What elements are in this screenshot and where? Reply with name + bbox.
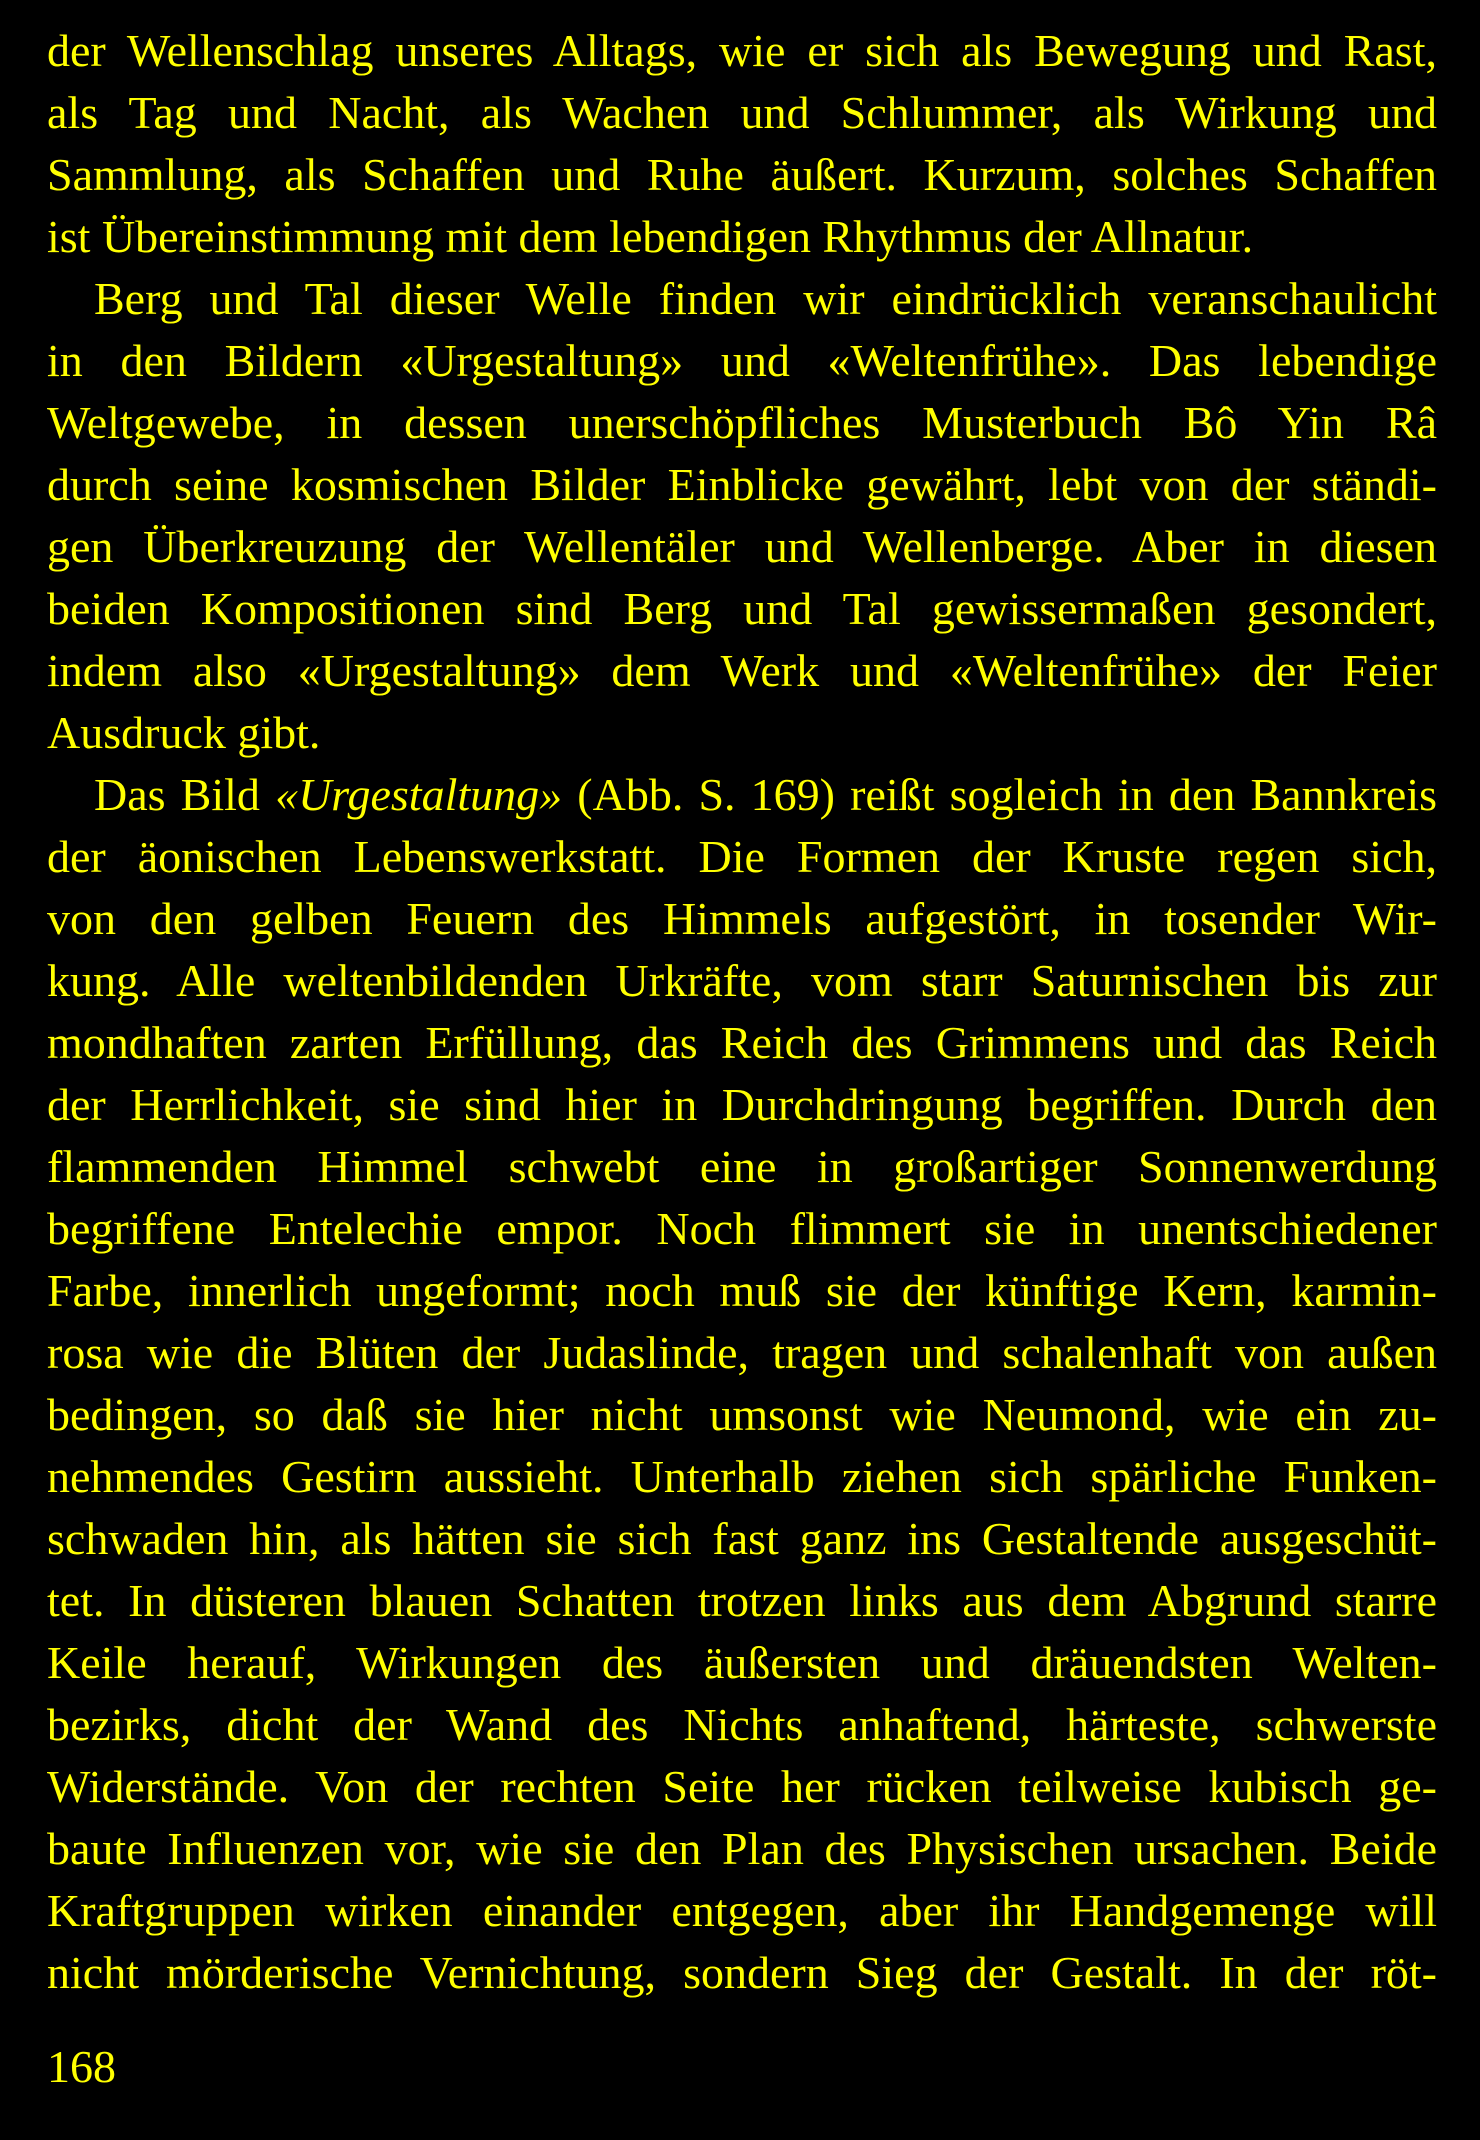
text-line: Kraftgruppen wirken einander entgegen, aber ihr Handgemenge will bbox=[47, 1885, 1437, 1936]
text-line: rosa wie die Blüten der Judaslinde, tragen und schalenhaft von außen bbox=[47, 1327, 1437, 1378]
text-line: in den Bildern «Urgestaltung» und «Weltenfrühe». Das lebendige bbox=[47, 335, 1437, 386]
text-line: als Tag und Nacht, als Wachen und Schlummer, als Wirkung und bbox=[47, 87, 1437, 138]
text-line: bezirks, dicht der Wand des Nichts anhaftend, härteste, schwerste bbox=[47, 1699, 1437, 1750]
text-line: mondhaften zarten Erfüllung, das Reich des Grimmens und das Reich bbox=[47, 1017, 1437, 1068]
text-line: Weltgewebe, in dessen unerschöpfliches Musterbuch Bô Yin Râ bbox=[47, 397, 1437, 448]
text-line: Widerstände. Von der rechten Seite her rücken teilweise kubisch ge- bbox=[47, 1761, 1437, 1812]
text-line: der äonischen Lebenswerkstatt. Die Formen der Kruste regen sich, bbox=[47, 831, 1437, 882]
text-line: tet. In düsteren blauen Schatten trotzen links aus dem Abgrund starre bbox=[47, 1575, 1437, 1626]
text-line: baute Influenzen vor, wie sie den Plan des Physischen ursachen. Beide bbox=[47, 1823, 1437, 1874]
text-line: der Herrlichkeit, sie sind hier in Durchdringung begriffen. Durch den bbox=[47, 1079, 1437, 1130]
text-line: Ausdruck gibt. bbox=[47, 707, 321, 758]
paragraph-start-line bbox=[47, 764, 1437, 826]
body-text bbox=[47, 20, 1437, 2004]
text-line: begriffene Entelechie empor. Noch flimmert sie in unentschiedener bbox=[47, 1203, 1437, 1254]
text-line: Farbe, innerlich ungeformt; noch muß sie der künftige Kern, karmin- bbox=[47, 1265, 1437, 1316]
page-number: 168 bbox=[47, 2041, 116, 2092]
text-line: nehmendes Gestirn aussieht. Unterhalb ziehen sich spärliche Funken- bbox=[47, 1451, 1437, 1502]
text-line: indem also «Urgestaltung» dem Werk und «Weltenfrühe» der Feier bbox=[47, 645, 1437, 696]
line-text-before: Das Bild bbox=[94, 769, 276, 820]
text-line: der Wellenschlag unseres Alltags, wie er sich als Bewegung und Rast, bbox=[47, 25, 1437, 76]
text-line: schwaden hin, als hätten sie sich fast ganz ins Gestaltende ausgeschüt- bbox=[47, 1513, 1437, 1564]
artwork-title-italic: «Urgestaltung» bbox=[275, 769, 563, 820]
paragraph-start-line: Berg und Tal dieser Welle finden wir eindrücklich veranschaulicht bbox=[94, 273, 1437, 324]
text-line: nicht mörderische Vernichtung, sondern Sieg der Gestalt. In der röt- bbox=[47, 1947, 1437, 1998]
text-line: kung. Alle weltenbildenden Urkräfte, vom starr Saturnischen bis zur bbox=[47, 955, 1437, 1006]
text-line: ist Übereinstimmung mit dem lebendigen Rhythmus der Allnatur. bbox=[47, 211, 1254, 262]
text-line: durch seine kosmischen Bilder Einblicke gewährt, lebt von der ständi- bbox=[47, 459, 1437, 510]
text-line: bedingen, so daß sie hier nicht umsonst wie Neumond, wie ein zu- bbox=[47, 1389, 1437, 1440]
text-line: beiden Kompositionen sind Berg und Tal gewissermaßen gesondert, bbox=[47, 583, 1437, 634]
text-line: gen Überkreuzung der Wellentäler und Wellenberge. Aber in diesen bbox=[47, 521, 1437, 572]
text-line: flammenden Himmel schwebt eine in großartiger Sonnenwerdung bbox=[47, 1141, 1437, 1192]
text-line: von den gelben Feuern des Himmels aufgestört, in tosender Wir- bbox=[47, 893, 1437, 944]
text-line: Sammlung, als Schaffen und Ruhe äußert. Kurzum, solches Schaffen bbox=[47, 149, 1437, 200]
line-text-after: (Abb. S. 169) reißt sogleich in den Bannkreis bbox=[562, 769, 1437, 820]
text-line: Keile herauf, Wirkungen des äußersten und dräuendsten Welten- bbox=[47, 1637, 1437, 1688]
